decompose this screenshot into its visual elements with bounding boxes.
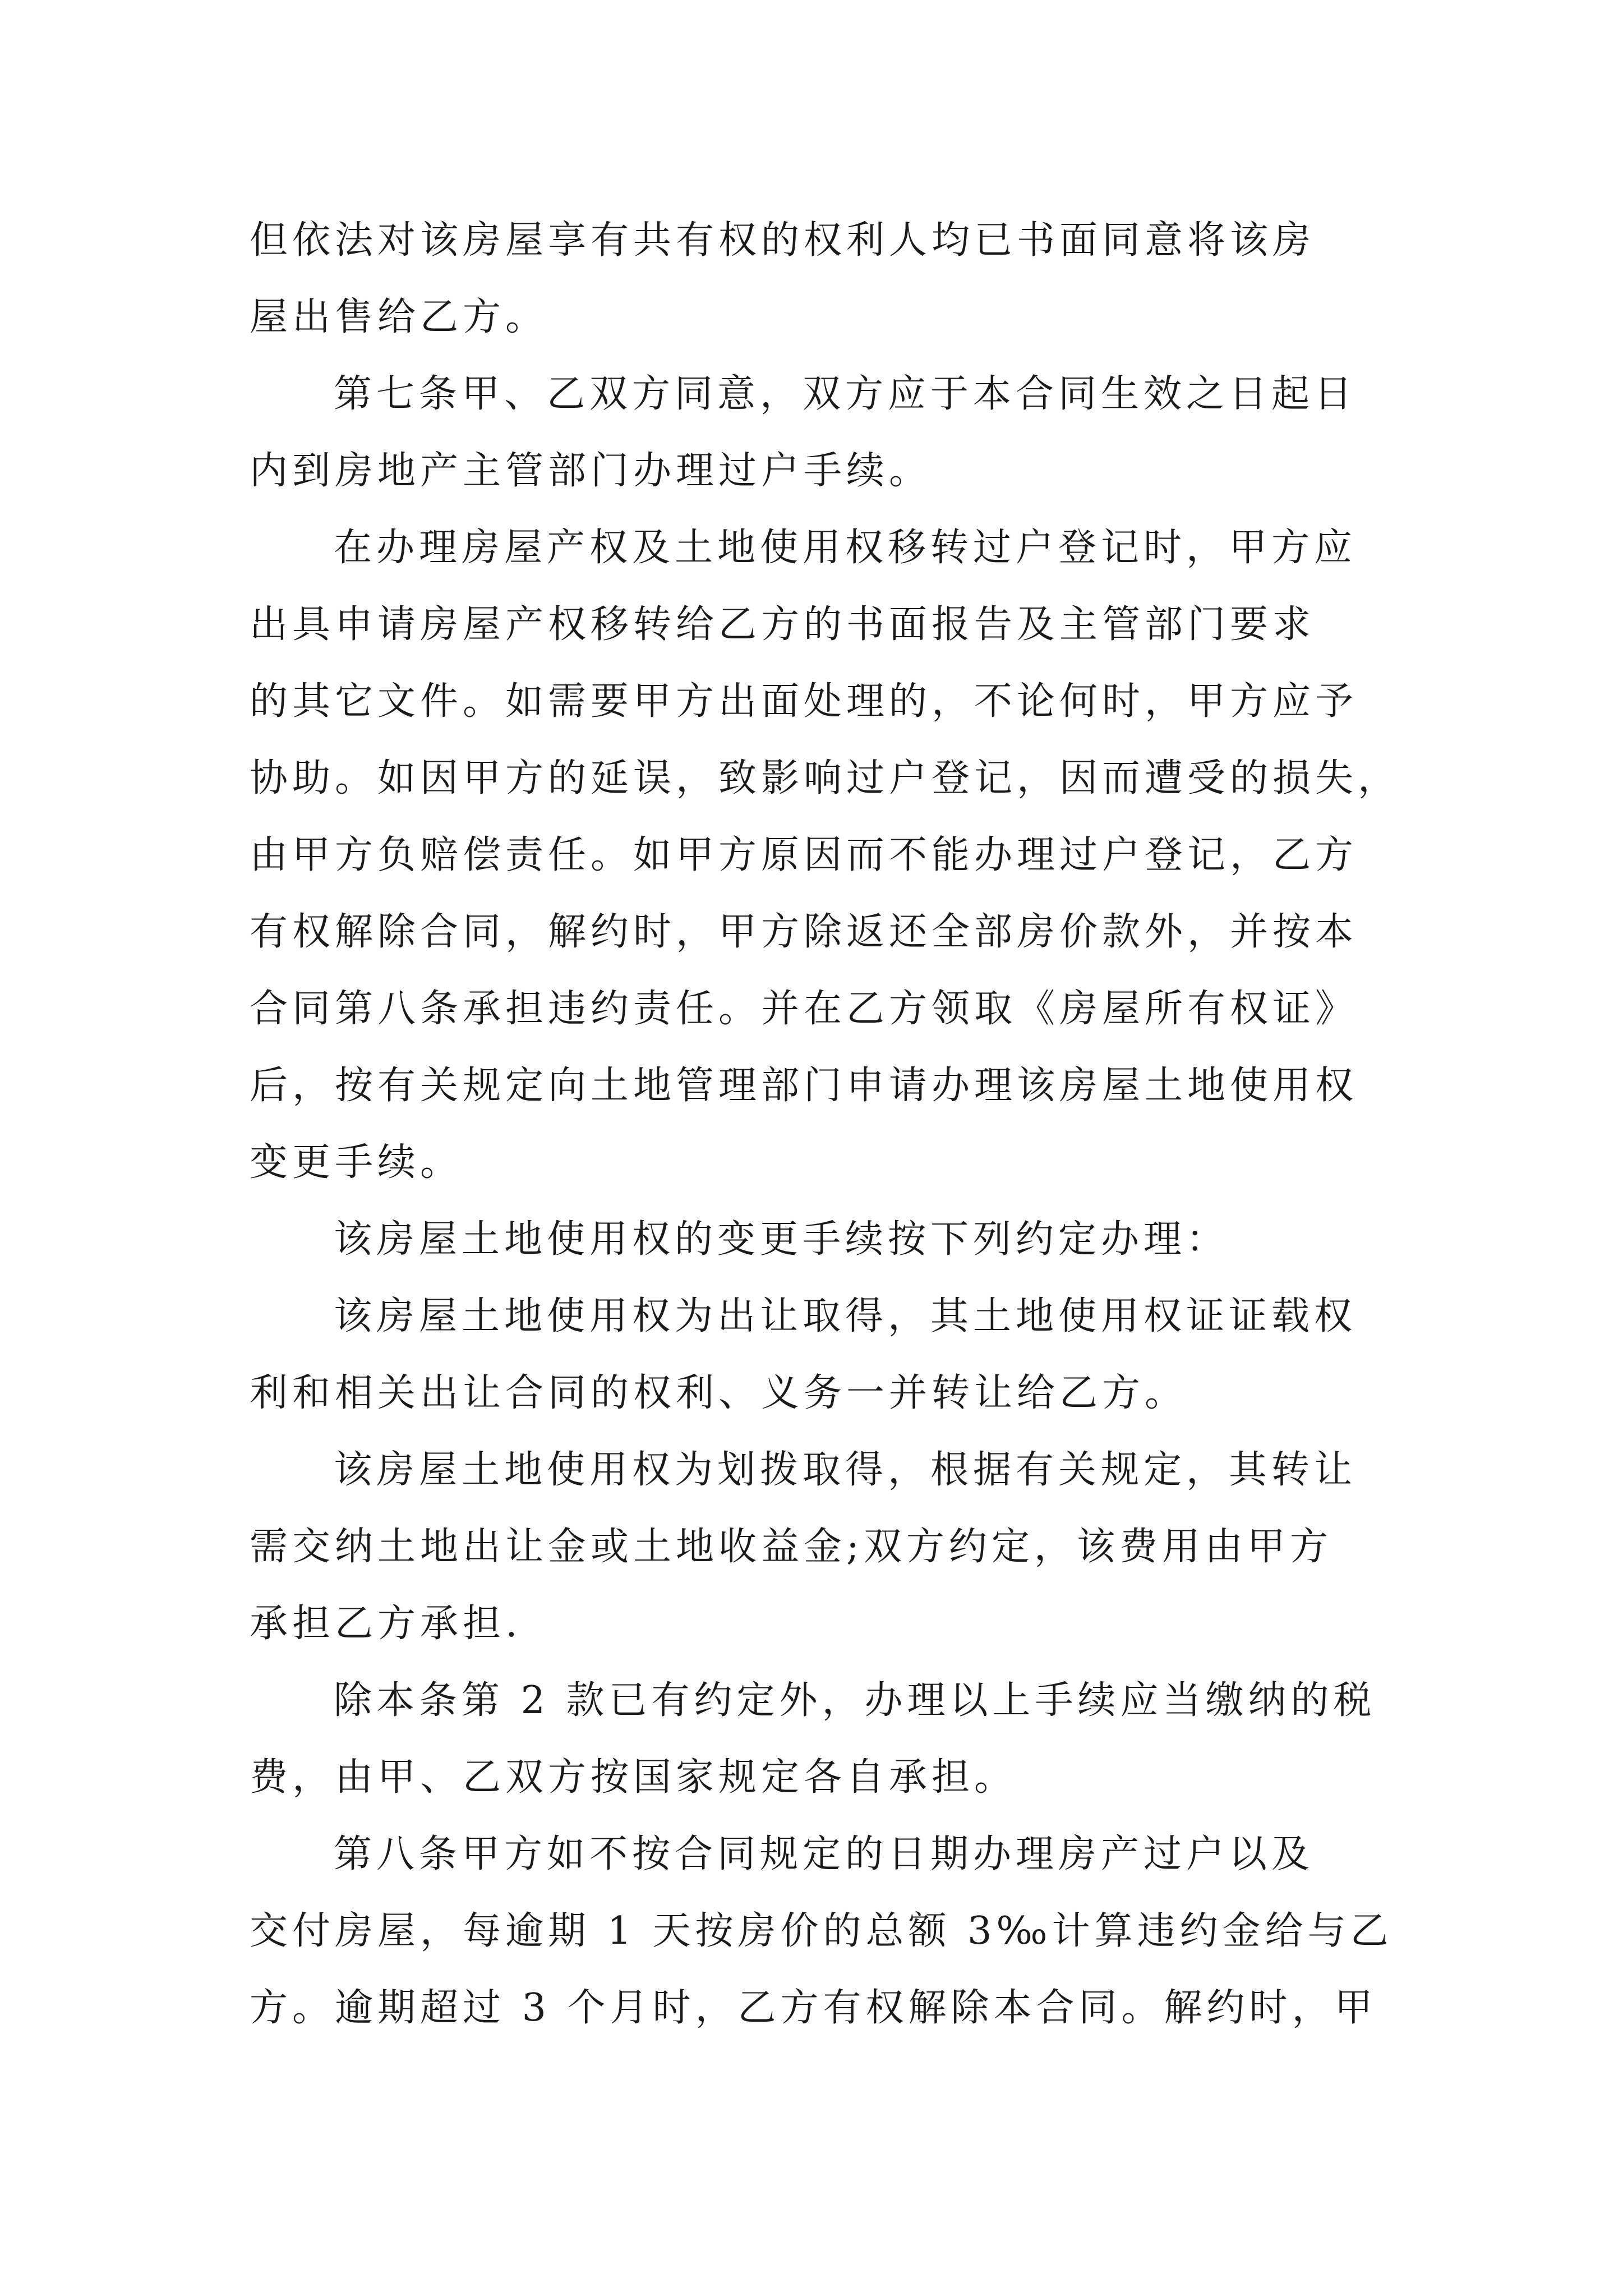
- text-line: 有权解除合同，解约时，甲方除返还全部房价款外，并按本: [250, 910, 1358, 954]
- body-text: [250, 202, 1401, 2046]
- text-line: 第七条甲、乙双方同意，双方应于本合同生效之日起日: [334, 372, 1357, 416]
- text-line: 方。逾期超过 3 个月时，乙方有权解除本合同。解约时，甲: [250, 1986, 1377, 2030]
- text-line: 在办理房屋产权及土地使用权移转过户登记时，甲方应: [334, 526, 1357, 570]
- document-body: [250, 202, 1401, 2046]
- text-line: 交付房屋，每逾期 1 天按房价的总额 3‰计算违约金给与乙: [250, 1909, 1393, 1953]
- text-line: 出具申请房屋产权移转给乙方的书面报告及主管部门要求: [250, 602, 1316, 647]
- text-line: 该房屋土地使用权的变更手续按下列约定办理：: [334, 1217, 1229, 1262]
- text-line: 内到房地产主管部门办理过户手续。: [250, 449, 932, 493]
- text-line: 合同第八条承担违约责任。并在乙方领取《房屋所有权证》: [250, 987, 1358, 1031]
- text-line: 除本条第 2 款已有约定外，办理以上手续应当缴纳的税: [334, 1678, 1376, 1723]
- text-line: 的其它文件。如需要甲方出面处理的，不论何时，甲方应予: [250, 679, 1358, 724]
- text-line: 费，由甲、乙双方按国家规定各自承担。: [250, 1755, 1017, 1800]
- text-line: 该房屋土地使用权为出让取得，其土地使用权证证载权: [334, 1294, 1357, 1338]
- text-line: 协助。如因甲方的延误，致影响过户登记，因而遭受的损失，: [250, 756, 1401, 800]
- text-line: 后，按有关规定向土地管理部门申请办理该房屋土地使用权: [250, 1064, 1358, 1108]
- text-line: 该房屋土地使用权为划拨取得，根据有关规定，其转让: [334, 1448, 1357, 1492]
- text-line: 屋出售给乙方。: [250, 295, 548, 339]
- text-line: 承担乙方承担.: [250, 1602, 522, 1646]
- text-line: 但依法对该房屋享有共有权的权利人均已书面同意将该房: [250, 218, 1316, 263]
- text-line: 需交纳土地出让金或土地收益金;双方约定，该费用由甲方: [250, 1525, 1332, 1569]
- text-line: 变更手续。: [250, 1140, 463, 1185]
- text-line: 由甲方负赔偿责任。如甲方原因而不能办理过户登记，乙方: [250, 833, 1358, 877]
- text-line: 第八条甲方如不按合同规定的日期办理房产过户以及: [334, 1832, 1315, 1876]
- text-line: 利和相关出让合同的权利、义务一并转让给乙方。: [250, 1371, 1188, 1415]
